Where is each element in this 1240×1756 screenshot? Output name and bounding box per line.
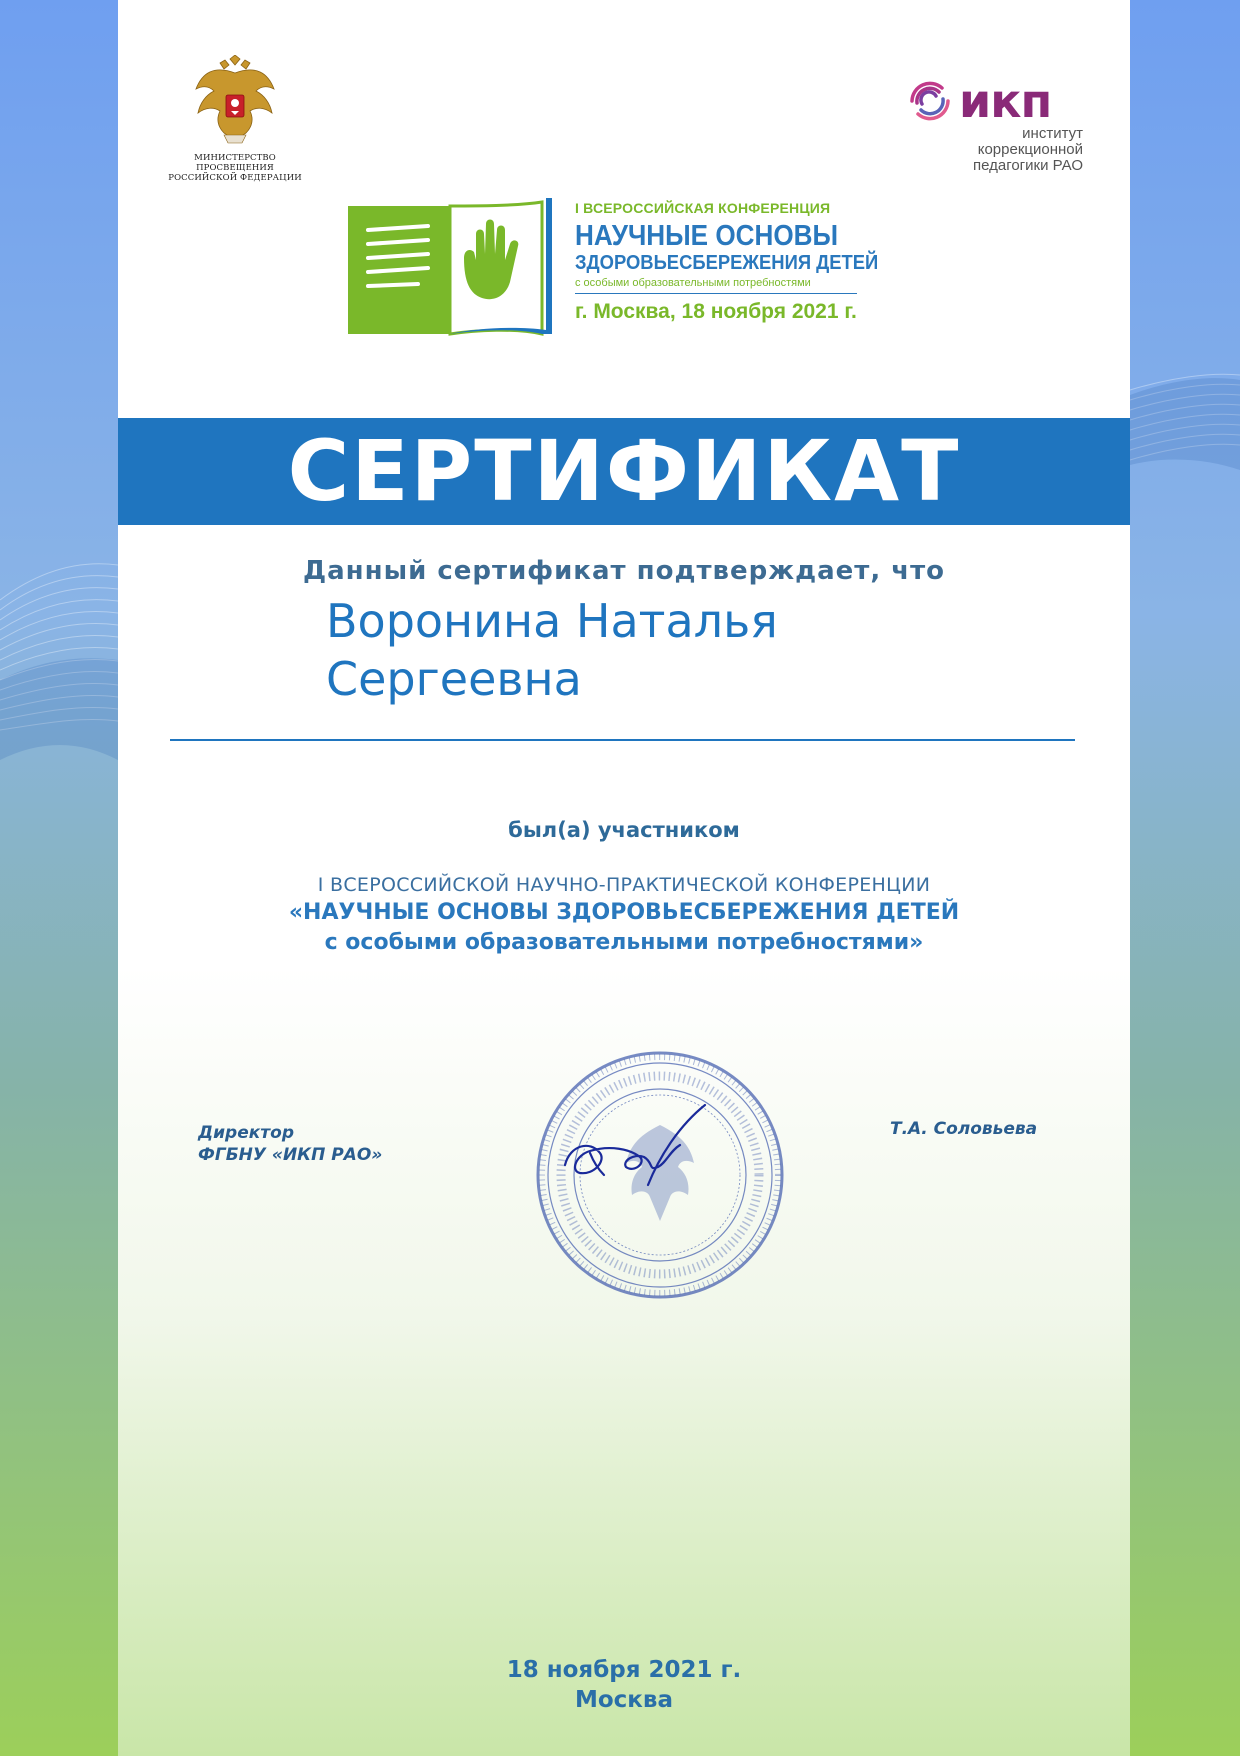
- conf-logo-line4: с особыми образовательными потребностями: [575, 276, 857, 294]
- ikp-wordmark: икп: [959, 74, 1052, 128]
- name-underline: [170, 739, 1075, 741]
- conference-line3: с особыми образовательными потребностями»: [324, 930, 924, 955]
- footer-date: 18 ноября 2021 г.: [506, 1657, 742, 1683]
- director-title: [198, 1122, 382, 1166]
- conference-title: [118, 872, 1130, 958]
- recipient-name-line2: Сергеевна: [326, 652, 582, 706]
- ikp-sub-line3: педагогики РАО: [972, 157, 1083, 174]
- recipient-name: [326, 592, 886, 708]
- certificate-title: СЕРТИФИКАТ: [287, 422, 961, 520]
- footer: [118, 1655, 1130, 1715]
- director-line2: ФГБНУ «ИКП РАО»: [198, 1145, 383, 1165]
- official-stamp: [530, 1045, 790, 1305]
- conf-logo-line2: НАУЧНЫЕ ОСНОВЫ: [575, 220, 839, 252]
- conference-line1: I ВСЕРОССИЙСКОЙ НАУЧНО-ПРАКТИЧЕСКОЙ КОНФЕРЕНЦИИ: [317, 874, 931, 896]
- conf-logo-line1: I ВСЕРОССИЙСКАЯ КОНФЕРЕНЦИЯ: [575, 200, 831, 216]
- title-banner: [118, 418, 1130, 525]
- participant-text: был(а) участником: [508, 818, 740, 842]
- conf-logo-line5: г. Москва, 18 ноября 2021 г.: [575, 300, 857, 323]
- recipient-name-line1: Воронина Наталья: [326, 594, 778, 648]
- director-line1: Директор: [198, 1123, 294, 1143]
- footer-city: Москва: [574, 1687, 673, 1713]
- ikp-sub-line2: коррекционной: [977, 141, 1083, 158]
- signer-name: Т.А. Соловьева: [890, 1119, 1038, 1139]
- ikp-sub-line1: институт: [1022, 125, 1083, 142]
- conference-book-icon: [346, 198, 556, 343]
- swirl-icon: [905, 78, 955, 124]
- ministry-name-line1: МИНИСТЕРСТВО ПРОСВЕЩЕНИЯ: [194, 153, 276, 173]
- ministry-logo: [160, 55, 310, 183]
- coat-of-arms-icon: [194, 55, 276, 149]
- conf-logo-line3: ЗДОРОВЬЕСБЕРЕЖЕНИЯ ДЕТЕЙ: [575, 252, 879, 274]
- conference-line2: «НАУЧНЫЕ ОСНОВЫ ЗДОРОВЬЕСБЕРЕЖЕНИЯ ДЕТЕЙ: [288, 900, 960, 925]
- confirm-text: Данный сертификат подтверждает, что: [302, 556, 946, 586]
- ministry-name-line2: РОССИЙСКОЙ ФЕДЕРАЦИИ: [168, 173, 302, 183]
- ikp-logo: [905, 74, 1085, 174]
- conference-logo-text: [575, 200, 879, 324]
